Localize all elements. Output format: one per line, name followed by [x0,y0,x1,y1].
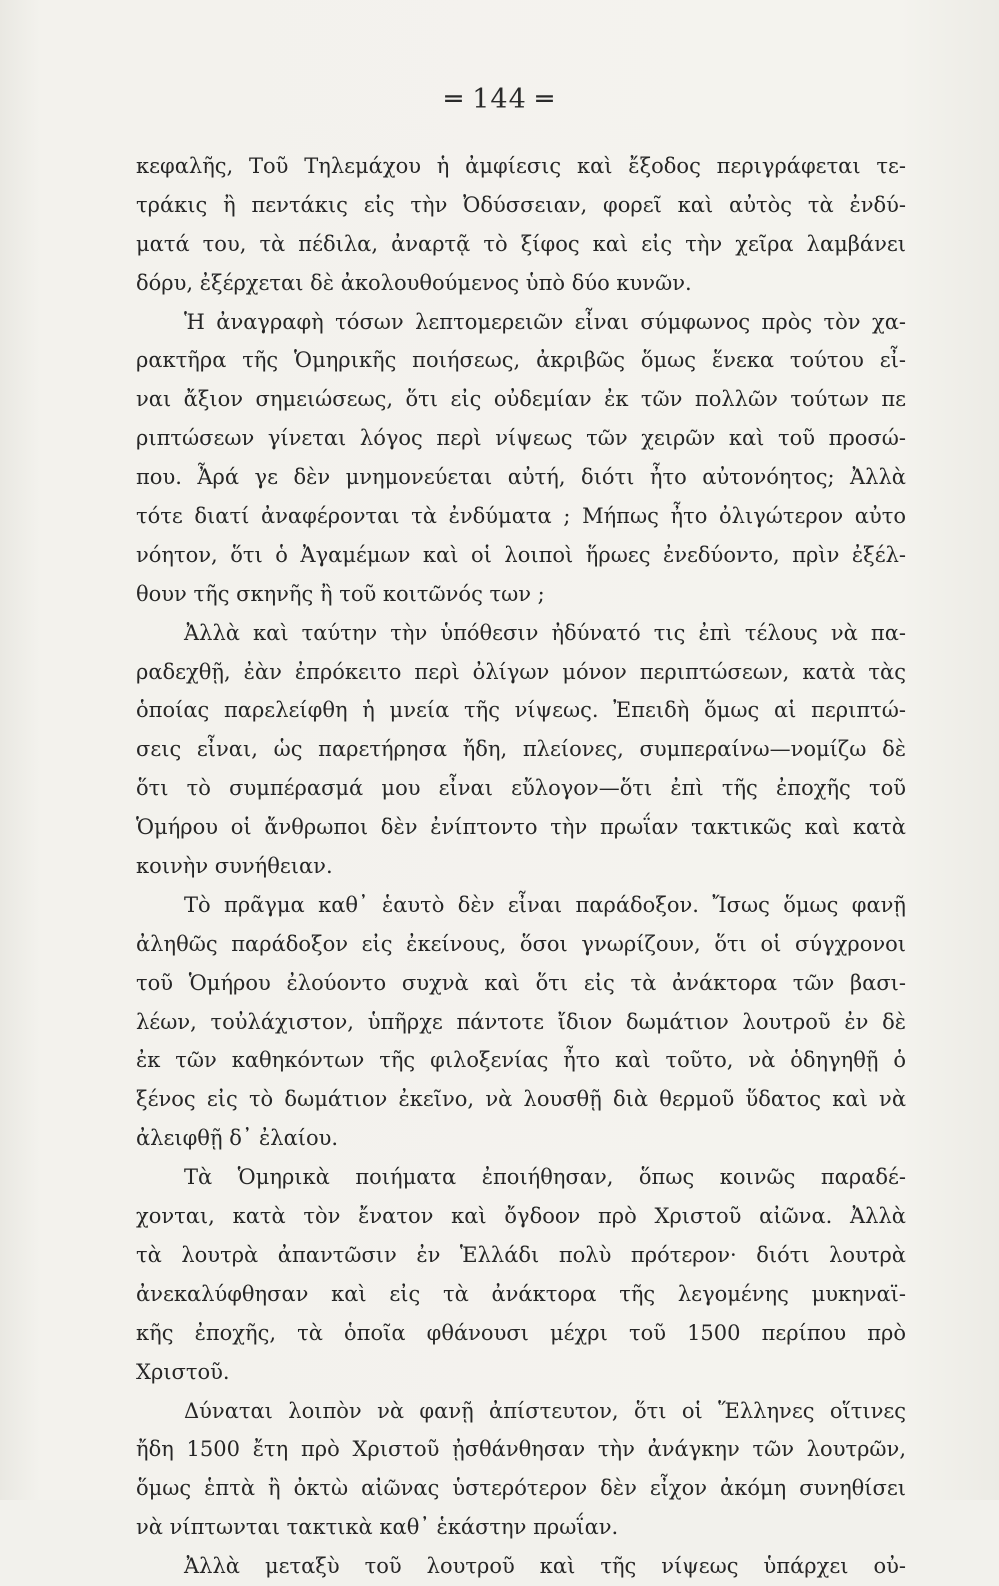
text-line: ριπτώσεων γίνεται λόγος περὶ νίψεως τῶν χειρῶν καὶ τοῦ προσώ- [136,426,906,451]
text-line: ἀληθῶς παράδοξον εἰς ἐκείνους, ὅσοι γνωρίζουν, ὅτι οἱ σύγχρονοι [136,931,906,956]
text-line: ἀνεκαλύφθησαν καὶ εἰς τὰ ἀνάκτορα τῆς λεγομένης μυκηναϊ- [136,1281,906,1306]
text-line: ἤδη 1500 ἔτη πρὸ Χριστοῦ ᾐσθάνθησαν τὴν ἀνάγκην τῶν λουτρῶν, [136,1437,906,1462]
text-line: τὰ λουτρὰ ἀπαντῶσιν ἐν Ἑλλάδι πολὺ πρότερον· διότι λουτρὰ [136,1242,906,1267]
text-line: δόρυ, ἐξέρχεται δὲ ἀκολουθούμενος ὑπὸ δύο κυνῶν. [136,270,692,295]
text-line: ραδεχθῇ, ἐὰν ἐπρόκειτο περὶ ὀλίγων μόνον περιπτώσεων, κατὰ τὰς [136,659,906,684]
text-line: νόητον, ὅτι ὁ Ἀγαμέμων καὶ οἱ λοιποὶ ἥρωες ἐνεδύοντο, πρὶν ἐξέλ- [136,542,906,567]
text-line: κοινὴν συνήθειαν. [136,854,333,879]
text-line: Τὸ πρᾶγμα καθ᾽ ἑαυτὸ δὲν εἶναι παράδοξον. Ἴσως ὅμως φανῇ [184,892,906,917]
text-line: νὰ νίπτωνται τακτικὰ καθ᾽ ἑκάστην πρωΐαν. [136,1515,619,1540]
text-line: Ὁμήρου οἱ ἄνθρωποι δὲν ἐνίπτοντο τὴν πρωΐαν τακτικῶς καὶ κατὰ [136,815,906,840]
text-line: λέων, τοὐλάχιστον, ὑπῆρχε πάντοτε ἴδιον δωμάτιον λουτροῦ ἐν δὲ [136,1009,906,1034]
text-line: ξένος εἰς τὸ δωμάτιον ἐκεῖνο, νὰ λουσθῇ διὰ θερμοῦ ὕδατος καὶ νὰ [136,1087,906,1112]
text-line: θουν τῆς σκηνῆς ἢ τοῦ κοιτῶνός των ; [136,581,545,606]
body-text [136,147,906,1586]
text-line: Ἡ ἀναγραφὴ τόσων λεπτομερειῶν εἶναι σύμφωνος πρὸς τὸν χα- [184,309,906,334]
text-line: Ἀλλὰ μεταξὺ τοῦ λουτροῦ καὶ τῆς νίψεως ὑπάρχει οὐ- [184,1554,906,1579]
text-line: κεφαλῆς, Τοῦ Τηλεμάχου ἡ ἀμφίεσις καὶ ἔξοδος περιγράφεται τε- [136,154,906,178]
text-line: Τὰ Ὁμηρικὰ ποιήματα ἐποιήθησαν, ὅπως κοινῶς παραδέ- [184,1165,906,1190]
text-line: ναι ἄξιον σημειώσεως, ὅτι εἰς οὐδεμίαν ἐκ τῶν πολλῶν τούτων πε [136,387,906,412]
text-line: χονται, κατὰ τὸν ἔνατον καὶ ὄγδοον πρὸ Χριστοῦ αἰῶνα. Ἀλλὰ [136,1204,906,1229]
text-line: ὅμως ἑπτὰ ἢ ὀκτὼ αἰῶνας ὑστερότερον δὲν εἶχον ἀκόμη συνηθίσει [136,1476,906,1501]
text-line: ὅτι τὸ συμπέρασμά μου εἶναι εὔλογον—ὅτι ἐπὶ τῆς ἐποχῆς τοῦ [136,776,906,801]
text-line: τράκις ἢ πεντάκις εἰς τὴν Ὀδύσσειαν, φορεῖ καὶ αὐτὸς τὰ ἐνδύ- [136,192,906,217]
text-line: που. Ἆρά γε δὲν μνημονεύεται αὐτή, διότι ἦτο αὐτονόητος; Ἀλλὰ [136,465,906,490]
text-line: σεις εἶναι, ὡς παρετήρησα ἤδη, πλείονες, συμπεραίνω—νομίζω δὲ [136,737,906,762]
text-line: ἐκ τῶν καθηκόντων τῆς φιλοξενίας ἦτο καὶ τοῦτο, νὰ ὁδηγηθῇ ὁ [136,1048,906,1073]
text-line: τοῦ Ὁμήρου ἐλούοντο συχνὰ καὶ ὅτι εἰς τὰ ἀνάκτορα τῶν βασι- [136,970,906,995]
text-line: τότε διατί ἀναφέρονται τὰ ἐνδύματα ; Μήπως ἦτο ὀλιγώτερον αὐτο [136,504,906,529]
text-line: ἀλειφθῇ δ᾽ ἐλαίου. [136,1126,339,1151]
text-line: ὁποίας παρελείφθη ἡ μνεία τῆς νίψεως. Ἐπειδὴ ὅμως αἱ περιπτώ- [136,698,906,723]
text-line: Χριστοῦ. [136,1359,230,1384]
text-line: ματά του, τὰ πέδιλα, ἀναρτᾷ τὸ ξίφος καὶ εἰς τὴν χεῖρα λαμβάνει [136,231,906,256]
text-line: Δύναται λοιπὸν νὰ φανῇ ἀπίστευτον, ὅτι οἱ Ἕλληνες οἵτινες [184,1398,906,1423]
text-line: Ἀλλὰ καὶ ταύτην τὴν ὑπόθεσιν ἠδύνατό τις ἐπὶ τέλους νὰ πα- [184,620,906,645]
text-line: ρακτῆρα τῆς Ὁμηρικῆς ποιήσεως, ἀκριβῶς ὅμως ἕνεκα τούτου εἶ- [136,348,906,373]
page-number: ═ 144 ═ [445,84,554,115]
text-line: κῆς ἐποχῆς, τὰ ὁποῖα φθάνουσι μέχρι τοῦ 1500 περίπου πρὸ [136,1320,906,1345]
